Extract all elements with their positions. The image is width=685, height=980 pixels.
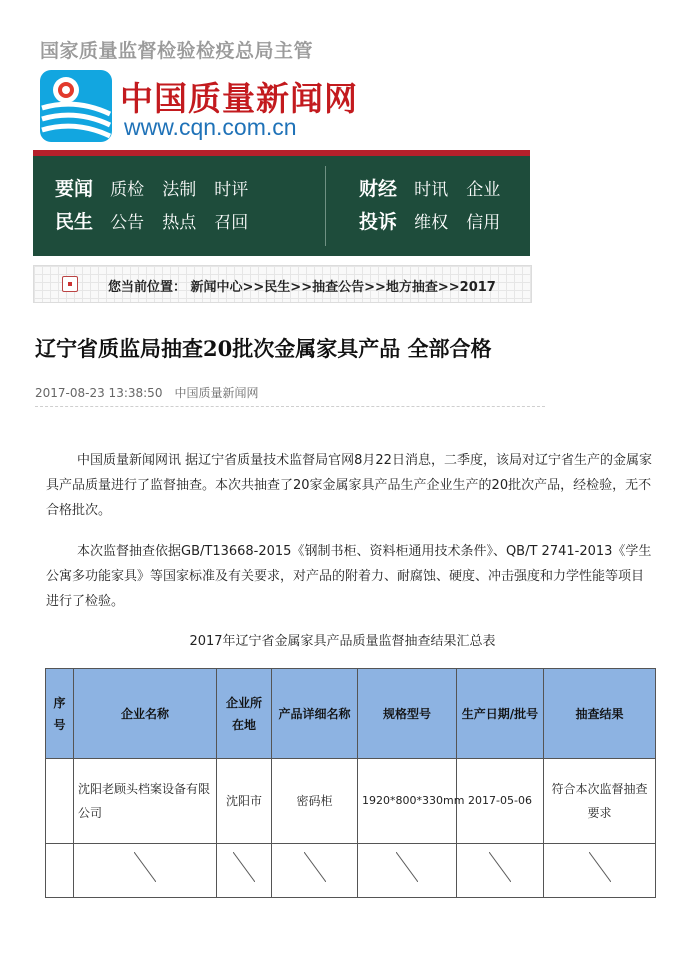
- cell-spec: 1920*800*330mm: [358, 759, 457, 844]
- cell-empty: [74, 844, 217, 898]
- table-row-empty: [46, 844, 656, 898]
- nav-item[interactable]: 热点: [162, 213, 197, 233]
- cell-empty: [46, 844, 74, 898]
- cell-empty: [457, 844, 544, 898]
- cell-empty: [544, 844, 656, 898]
- column-header: 抽查结果: [544, 669, 656, 759]
- nav-item[interactable]: 法制: [162, 180, 197, 200]
- cell-date: 2017-05-06: [457, 759, 544, 844]
- column-header: 序号: [46, 669, 74, 759]
- nav-row: [55, 174, 261, 201]
- nav-item[interactable]: 公告: [110, 213, 145, 233]
- column-header: 产品详细名称: [272, 669, 358, 759]
- nav-item[interactable]: 质检: [110, 180, 145, 200]
- breadcrumb: [33, 265, 532, 303]
- article-paragraph: 本次监督抽查依据GB/T13668-2015《钢制书柜、资料柜通用技术条件》、QB/T 2741-2013《学生公寓多功能家具》等国家标准及有关要求，对产品的附着力、耐腐蚀、硬度、冲击强度和力学性能等项目进行了检验。: [46, 544, 652, 609]
- column-header: 生产日期/批号: [457, 669, 544, 759]
- table-title: 2017年辽宁省金属家具产品质量监督抽查结果汇总表: [189, 634, 496, 649]
- slash-mark-icon: [396, 852, 418, 882]
- nav-item[interactable]: 时评: [214, 180, 249, 200]
- nav-row: [359, 174, 513, 201]
- breadcrumb-text[interactable]: 您当前位置： 新闻中心>>民生>>抽查公告>>地方抽查>>2017: [108, 280, 496, 295]
- supervisor-text: 国家质量监督检验检疫总局主管: [40, 40, 314, 62]
- nav-section-tousu[interactable]: 投诉: [359, 211, 398, 233]
- column-header: 企业所在地: [217, 669, 272, 759]
- article-meta: [35, 384, 258, 401]
- cell-empty: [358, 844, 457, 898]
- nav-divider: [325, 166, 326, 246]
- nav-row: [359, 207, 513, 234]
- nav-item[interactable]: 企业: [466, 180, 501, 200]
- location-icon: [62, 276, 78, 292]
- article-source: 中国质量新闻网: [174, 386, 259, 400]
- table-row: [46, 759, 656, 844]
- nav-row: [55, 207, 261, 234]
- article-date: 2017-08-23 13:38:50: [35, 386, 163, 400]
- nav-section-caijing[interactable]: 财经: [359, 178, 398, 200]
- main-nav: [33, 156, 530, 256]
- slash-mark-icon: [134, 852, 156, 882]
- nav-item[interactable]: 信用: [466, 213, 501, 233]
- slash-mark-icon: [233, 852, 255, 882]
- cell-product: 密码柜: [272, 759, 358, 844]
- slash-mark-icon: [589, 852, 611, 882]
- site-logo-icon[interactable]: [40, 70, 112, 142]
- divider: [35, 406, 545, 407]
- nav-item[interactable]: 维权: [414, 213, 449, 233]
- site-name[interactable]: 中国质量新闻网: [120, 79, 358, 118]
- column-header: 规格型号: [358, 669, 457, 759]
- cell-result: 符合本次监督抽查要求: [544, 759, 656, 844]
- slash-mark-icon: [304, 852, 326, 882]
- cell-empty: [272, 844, 358, 898]
- slash-mark-icon: [489, 852, 511, 882]
- nav-item[interactable]: 召回: [214, 213, 249, 233]
- cell-location: 沈阳市: [217, 759, 272, 844]
- site-url[interactable]: www.cqn.com.cn: [124, 114, 297, 140]
- cell-empty: [217, 844, 272, 898]
- nav-item[interactable]: 时讯: [414, 180, 449, 200]
- article-paragraph: 中国质量新闻网讯 据辽宁省质量技术监督局官网8月22日消息，二季度，该局对辽宁省生产的金属家具产品质量进行了监督抽查。本次共抽查了20家金属家具产品生产企业生产的20批次产品，经检验，无不合格批次。: [46, 453, 652, 518]
- article-title: 辽宁省质监局抽查20批次金属家具产品 全部合格: [35, 336, 492, 361]
- results-table: [45, 668, 656, 898]
- nav-section-yaowen[interactable]: 要闻: [55, 178, 94, 200]
- table-header-row: [46, 669, 656, 759]
- nav-section-minsheng[interactable]: 民生: [55, 211, 94, 233]
- cell-company: 沈阳老顾头档案设备有限公司: [74, 759, 217, 844]
- column-header: 企业名称: [74, 669, 217, 759]
- cell-no: [46, 759, 74, 844]
